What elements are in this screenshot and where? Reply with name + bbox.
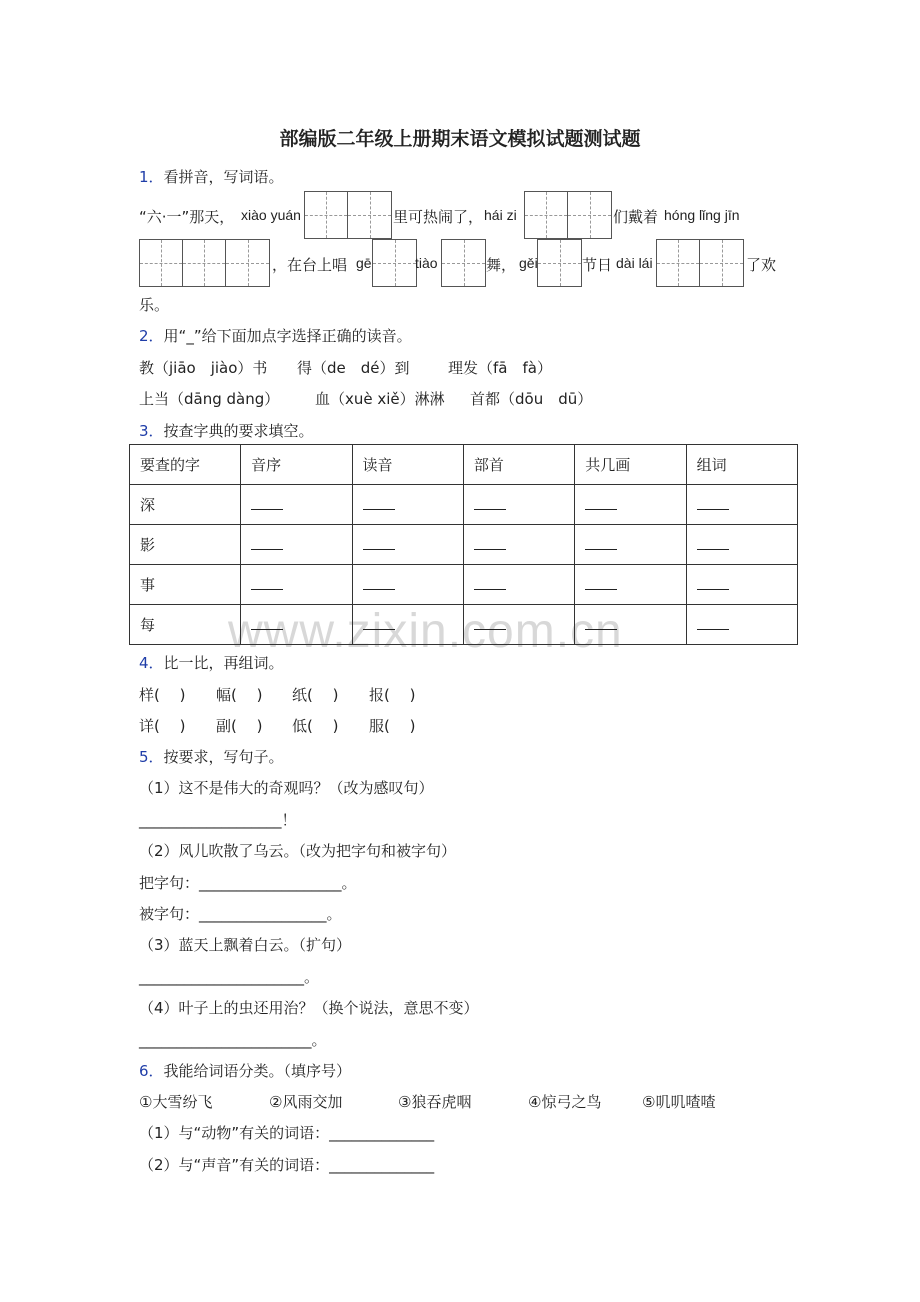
writing-grid[interactable]	[656, 239, 744, 287]
question-number: 3．	[139, 422, 164, 440]
answer-blank[interactable]	[575, 565, 686, 605]
question-number: 1．	[139, 168, 164, 186]
grid-cell[interactable]	[305, 192, 348, 238]
compare-item: 低( )	[292, 717, 339, 735]
answer-blank[interactable]	[686, 565, 797, 605]
question-prompt: 按要求，写句子。	[163, 748, 284, 766]
answer-line[interactable]: 把字句：___________________。	[139, 874, 357, 892]
grid-cell[interactable]	[442, 240, 485, 286]
writing-grid[interactable]	[139, 239, 270, 287]
answer-blank[interactable]	[463, 605, 574, 645]
table-cell: 事	[130, 565, 241, 605]
table-row	[130, 525, 798, 565]
phrase-item: ①大雪纷飞	[139, 1093, 213, 1111]
writing-grid[interactable]	[537, 239, 582, 287]
table-cell: 影	[130, 525, 241, 565]
q1-text: 舞，	[486, 256, 517, 274]
dictionary-table	[129, 444, 798, 645]
table-header: 读音	[352, 445, 463, 485]
reading-option: 血（xuè xiě）淋淋	[315, 390, 445, 408]
table-header: 音序	[241, 445, 352, 485]
grid-cell[interactable]	[140, 240, 183, 286]
writing-grid[interactable]	[304, 191, 392, 239]
table-header: 要查的字	[130, 445, 241, 485]
grid-cell[interactable]	[657, 240, 700, 286]
pinyin: gē	[356, 255, 372, 271]
question-4-heading	[139, 652, 284, 673]
answer-blank[interactable]	[686, 525, 797, 565]
q1-text: 了欢	[746, 256, 777, 274]
compare-item: 幅( )	[216, 686, 263, 704]
compare-item: 样( )	[139, 686, 186, 704]
reading-option: 理发（fā fà）	[448, 359, 552, 377]
question-number: 4．	[139, 654, 164, 672]
pinyin: dài lái	[616, 255, 653, 271]
compare-item: 报( )	[369, 686, 416, 704]
q1-text: 里可热闹了，	[393, 208, 484, 226]
grid-cell[interactable]	[348, 192, 391, 238]
answer-blank[interactable]	[463, 525, 574, 565]
table-row	[130, 485, 798, 525]
table-cell: 深	[130, 485, 241, 525]
question-prompt: 看拼音，写词语。	[163, 168, 284, 186]
pinyin: tiào	[415, 255, 438, 271]
phrase-item: ⑤叽叽喳喳	[642, 1093, 716, 1111]
question-number: 5．	[139, 748, 164, 766]
pinyin: xiào yuán	[241, 207, 301, 223]
table-cell: 每	[130, 605, 241, 645]
answer-blank[interactable]	[241, 485, 352, 525]
grid-cell[interactable]	[538, 240, 581, 286]
grid-cell[interactable]	[568, 192, 611, 238]
answer-blank[interactable]	[352, 485, 463, 525]
compare-item: 服( )	[369, 717, 416, 735]
q1-text: 乐。	[139, 296, 170, 314]
question-6-heading	[139, 1060, 351, 1081]
question-prompt: 比一比，再组词。	[163, 654, 284, 672]
phrase-item: ②风雨交加	[269, 1093, 343, 1111]
grid-cell[interactable]	[226, 240, 269, 286]
phrase-item: ③狼吞虎咽	[398, 1093, 472, 1111]
reading-option: 教（jiāo jiào）书	[139, 359, 268, 377]
compare-item: 副( )	[216, 717, 263, 735]
question-prompt: 按查字典的要求填空。	[163, 422, 314, 440]
q1-text: 们戴着	[613, 208, 659, 226]
sentence-task: （2）风儿吹散了乌云。（改为把字句和被字句）	[139, 842, 457, 860]
answer-blank[interactable]	[575, 485, 686, 525]
reading-option: 上当（dāng dàng）	[139, 390, 280, 408]
answer-line[interactable]: 被字句：_________________。	[139, 905, 342, 923]
watermark: www.zixin.com.cn	[228, 605, 623, 658]
answer-blank[interactable]	[463, 565, 574, 605]
table-row	[130, 565, 798, 605]
pinyin: hóng lǐng jīn	[664, 207, 740, 223]
table-header: 组词	[686, 445, 797, 485]
q1-text: ，在台上唱	[272, 256, 348, 274]
question-number: 2．	[139, 327, 164, 345]
question-1-heading	[139, 166, 284, 187]
answer-blank[interactable]	[686, 605, 797, 645]
grid-cell[interactable]	[525, 192, 568, 238]
page-title: 部编版二年级上册期末语文模拟试题测试题	[279, 128, 641, 150]
q1-text: “六·一”那天，	[139, 208, 235, 226]
table-row	[130, 605, 798, 645]
pinyin: gěi	[519, 255, 538, 271]
reading-option: 得（de dé）到	[297, 359, 410, 377]
question-prompt: 我能给词语分类。（填序号）	[163, 1062, 352, 1080]
answer-line[interactable]: _______________________。	[139, 1031, 327, 1049]
question-3-heading	[139, 420, 314, 441]
table-header: 部首	[463, 445, 574, 485]
compare-item: 纸( )	[292, 686, 339, 704]
answer-blank[interactable]	[463, 485, 574, 525]
grid-cell[interactable]	[373, 240, 416, 286]
sentence-task: （4）叶子上的虫还用治？（换个说法，意思不变）	[139, 999, 479, 1017]
writing-grid[interactable]	[372, 239, 417, 287]
answer-blank[interactable]	[352, 605, 463, 645]
grid-cell[interactable]	[700, 240, 743, 286]
question-number: 6．	[139, 1062, 164, 1080]
table-header-row	[130, 445, 798, 485]
question-2-heading	[139, 325, 412, 346]
compare-item: 详( )	[139, 717, 186, 735]
question-prompt: 用“_”给下面加点字选择正确的读音。	[163, 327, 412, 345]
sentence-task: （3）蓝天上飘着白云。（扩句）	[139, 936, 352, 954]
pinyin: hái zi	[484, 207, 517, 223]
table-header: 共几画	[575, 445, 686, 485]
answer-blank[interactable]	[575, 605, 686, 645]
answer-line[interactable]: （2）与“声音”有关的词语：______________	[139, 1156, 435, 1174]
question-5-heading	[139, 746, 284, 767]
writing-grid[interactable]	[524, 191, 612, 239]
phrase-item: ④惊弓之鸟	[528, 1093, 602, 1111]
sentence-task: （1）这不是伟大的奇观吗？（改为感叹句）	[139, 779, 434, 797]
grid-cell[interactable]	[183, 240, 226, 286]
writing-grid[interactable]	[441, 239, 486, 287]
reading-option: 首都（dōu dū）	[470, 390, 593, 408]
answer-blank[interactable]	[575, 525, 686, 565]
answer-blank[interactable]	[241, 605, 352, 645]
answer-blank[interactable]	[352, 525, 463, 565]
answer-line[interactable]: （1）与“动物”有关的词语：______________	[139, 1124, 435, 1142]
answer-blank[interactable]	[241, 525, 352, 565]
answer-line[interactable]: ______________________。	[139, 968, 320, 986]
answer-blank[interactable]	[686, 485, 797, 525]
answer-line[interactable]: ___________________！	[139, 811, 297, 829]
answer-blank[interactable]	[241, 565, 352, 605]
answer-blank[interactable]	[352, 565, 463, 605]
q1-text: 节日	[582, 256, 613, 274]
